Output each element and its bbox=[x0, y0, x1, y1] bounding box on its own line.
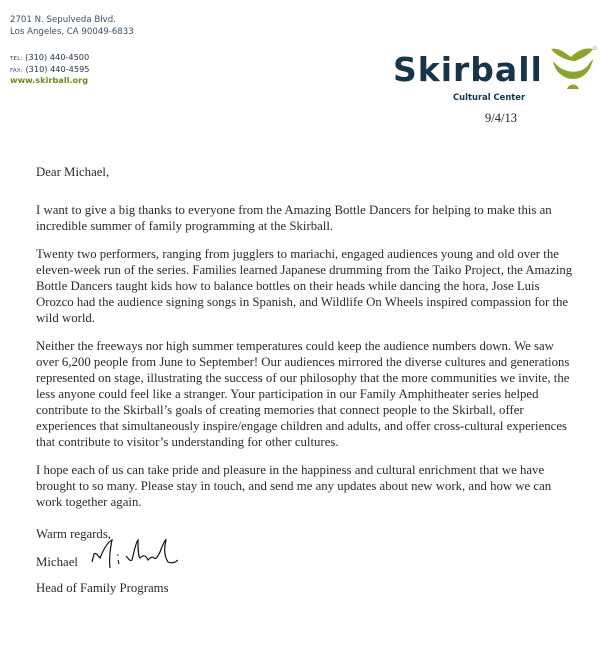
tel-label: TEL: bbox=[10, 56, 23, 62]
salutation: Dear Michael, bbox=[36, 165, 110, 179]
website-link[interactable]: www.skirball.org bbox=[10, 75, 89, 85]
paragraph: Neither the freeways nor high summer temperatures could keep the audience numbers down. We saw over 6,200 people from June to September! Our audiences mirrored the diverse cultures and generations represented on stage, illustrating the success of our philosophy that the more communities we invite, the less anyone could feel like a stranger. Your participation in our Family Amphitheater series helped contribute to the Skirball’s goals of creating memories that connect people to the Skirball, offer experiences that simultaneously inspire/engage children and adults, and offer cross-cultural experiences that contribute to visitor’s understanding for other cultures. bbox=[36, 339, 570, 449]
paragraph: I hope each of us can take pride and pleasure in the happiness and cultural enrichment that we have brought to so many. Please stay in touch, and send me any updates about new work, and how we can work together again. bbox=[36, 463, 552, 509]
signer-title: Head of Family Programs bbox=[36, 581, 169, 595]
paragraph: Twenty two performers, ranging from jugglers to mariachi, engaged audiences young and old over the eleven-week run of the series. Families learned Japanese drumming from the Taiko Project, the Amazing Bottle Dancers taught kids how to balance bottles on their heads while dancing the hora, Jose Luis Orozco had the audience signing songs in Spanish, and Wildlife On Wheels inspired compassion for the wild world. bbox=[36, 247, 573, 325]
address-city: Los Angeles, CA 90049-6833 bbox=[10, 27, 134, 37]
logo-mark-body bbox=[553, 59, 593, 79]
letterhead-address bbox=[10, 14, 134, 38]
paragraph: I want to give a big thanks to everyone from the Amazing Bottle Dancers for helping to make this an incredible summer of family programming at the Skirball. bbox=[36, 203, 552, 233]
handwritten-signature bbox=[88, 534, 178, 570]
signature-row bbox=[36, 542, 576, 570]
skirball-bird-logo-icon bbox=[549, 45, 597, 91]
logo-subtitle: Cultural Center bbox=[453, 92, 526, 102]
logo-mark-base bbox=[567, 85, 579, 90]
signer-name: Michael bbox=[36, 555, 78, 569]
fax-label: FAX: bbox=[10, 67, 23, 74]
letter-date: 9/4/13 bbox=[485, 111, 517, 125]
logo-registered-mark bbox=[594, 47, 597, 50]
logo-wordmark: Skirball bbox=[393, 50, 543, 89]
logo-mark-wings bbox=[551, 48, 593, 61]
skirball-logo bbox=[393, 50, 543, 102]
closing: Warm regards, bbox=[36, 527, 112, 541]
fax-number: (310) 440-4595 bbox=[25, 63, 90, 74]
address-street: 2701 N. Sepulveda Blvd. bbox=[10, 15, 116, 25]
tel-number: (310) 440-4500 bbox=[25, 52, 90, 62]
letter-body bbox=[36, 164, 576, 596]
letterhead-contact bbox=[10, 53, 90, 86]
